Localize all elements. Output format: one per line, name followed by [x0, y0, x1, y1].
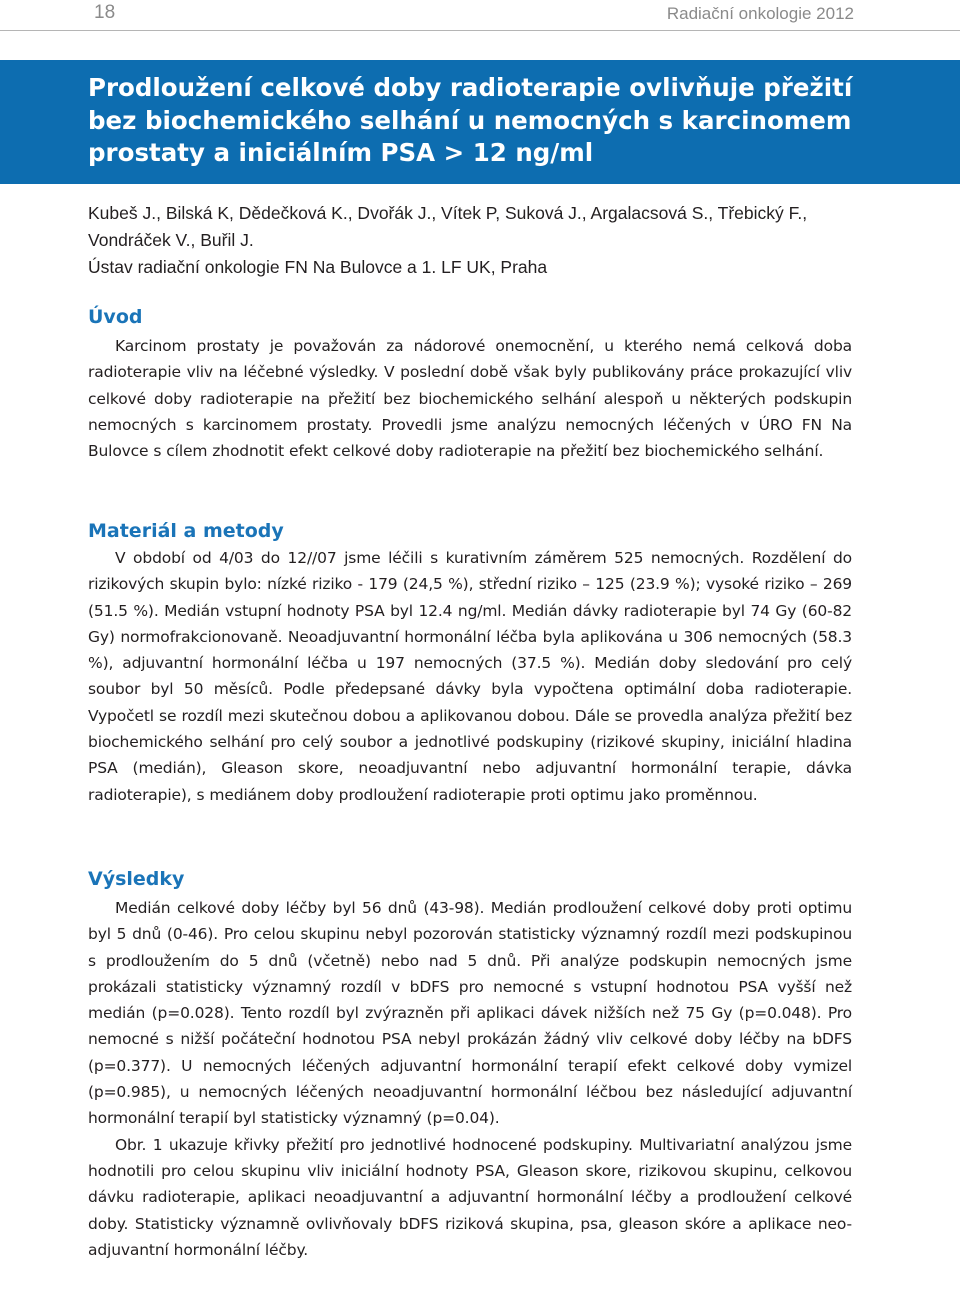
- authors-line-2: Vondráček V., Buřil J.: [88, 230, 254, 250]
- section-text-vysledky-2: Obr. 1 ukazuje křivky přežití pro jednotlivé hodnocené podskupiny. Multivariatní analýzou jsme hodnotili pro celou skupinu vliv iniciální hodnoty PSA, Gleason skore, rizikovou skupinu, celkovou dávku radioterapie, aplikaci neoadjuvantní a adjuvantní hormonální léčby a prodloužení celkové doby. Statisticky významně ovlivňovaly bDFS riziková skupina, psa, gleason skóre a aplikace neo-adjuvantní hormonální léčby.: [88, 1135, 852, 1259]
- header-divider: [0, 30, 960, 31]
- article-meta: [88, 200, 868, 281]
- section-heading-material: Materiál a metody: [88, 520, 284, 542]
- section-uvod: [88, 304, 852, 464]
- section-heading-uvod: Úvod: [88, 306, 143, 328]
- section-heading-vysledky: Výsledky: [88, 868, 185, 890]
- section-text-vysledky-1: Medián celkové doby léčby byl 56 dnů (43-98). Medián prodloužení celkové doby proti optimu byl 5 dnů (0-46). Pro celou skupinu nebyl pozorován statisticky významný rozdíl mezi podskupinou s prodloužením do 5 dnů (včetně) nebo nad 5 dnů. Při analýze podskupin nemocných jsme prokázali statisticky významný rozdíl v bDFS pro nemocné s vstupní hodnotou PSA vyšší než medián (p=0.028). Tento rozdíl byl zvýrazněn při aplikaci dávek nižších než 75 Gy (p=0.048). Pro nemocné s nižší počáteční hodnotou PSA nebyl prokázán žádný vliv celkové doby léčby na bDFS (p=0.377). U nemocných léčených adjuvantní hormonální terapií efekt celkové doby vymizel (p=0.985), u nemocných léčených neoadjuvantní hormonální léčbou bez následující adjuvantní hormonální terapií byl statisticky významný (p=0.04).: [88, 899, 852, 1128]
- section-text-material: V období od 4/03 do 12//07 jsme léčili s kurativním záměrem 525 nemocných. Rozdělení do rizikových skupin bylo: nízké riziko - 179 (24,5 %), střední riziko – 125 (23.9 %); vysoké riziko – 269 (51.5 %). Medián vstupní hodnoty PSA byl 12.4 ng/ml. Medián dávky radioterapie byl 74 Gy (60-82 Gy) normofrakcionovaně. Neoadjuvantní hormonální léčba byla aplikována u 306 nemocných (58.3 %), adjuvantní hormonální léčba u 197 nemocných (37.5 %). Medián doby sledování pro celý soubor byl 50 měsíců. Podle předepsané dávky byla vypočtena optimální doba radioterapie. Vypočetl se rozdíl mezi skutečnou dobou a aplikovanou dobou. Dále se provedla analýza přežití bez biochemického selhání pro celý soubor a jednotlivé podskupiny (rizikové skupiny, iniciální hladina PSA (medián), Gleason skore, neoadjuvantní nebo adjuvantní hormonální terapie, dávka radioterapie), s mediánem doby prodloužení radioterapie proti optimu jako proměnnou.: [88, 549, 852, 804]
- section-material: [88, 518, 852, 808]
- section-vysledky: [88, 866, 852, 1263]
- section-text-uvod: Karcinom prostaty je považován za nádorové onemocnění, u kterého nemá celková doba radioterapie vliv na léčebné výsledky. V poslední době však byly publikovány práce prokazující vliv celkové doby radioterapie na přežití bez biochemického selhání alespoň u některých podskupin nemocných s karcinomem prostaty. Provedli jsme analýzu nemocných léčených v ÚRO FN Na Bulovce s cílem zhodnotit efekt celkové doby radioterapie na přežití bez biochemického selhání.: [88, 337, 852, 461]
- authors-line-1: Kubeš J., Bilská K, Dědečková K., Dvořák J., Vítek P, Suková J., Argalacsová S., Třebický F.,: [88, 203, 808, 223]
- affiliation: Ústav radiační onkologie FN Na Bulovce a 1. LF UK, Praha: [88, 257, 548, 277]
- title-band: [0, 60, 960, 184]
- page-number: 18: [94, 2, 116, 23]
- article-title: Prodloužení celkové doby radioterapie ovlivňuje přežití bez biochemického selhání u nemocných s karcinomem prostaty a iniciálním PSA > 12 ng/ml: [88, 73, 853, 167]
- running-title: Radiační onkologie 2012: [666, 4, 854, 23]
